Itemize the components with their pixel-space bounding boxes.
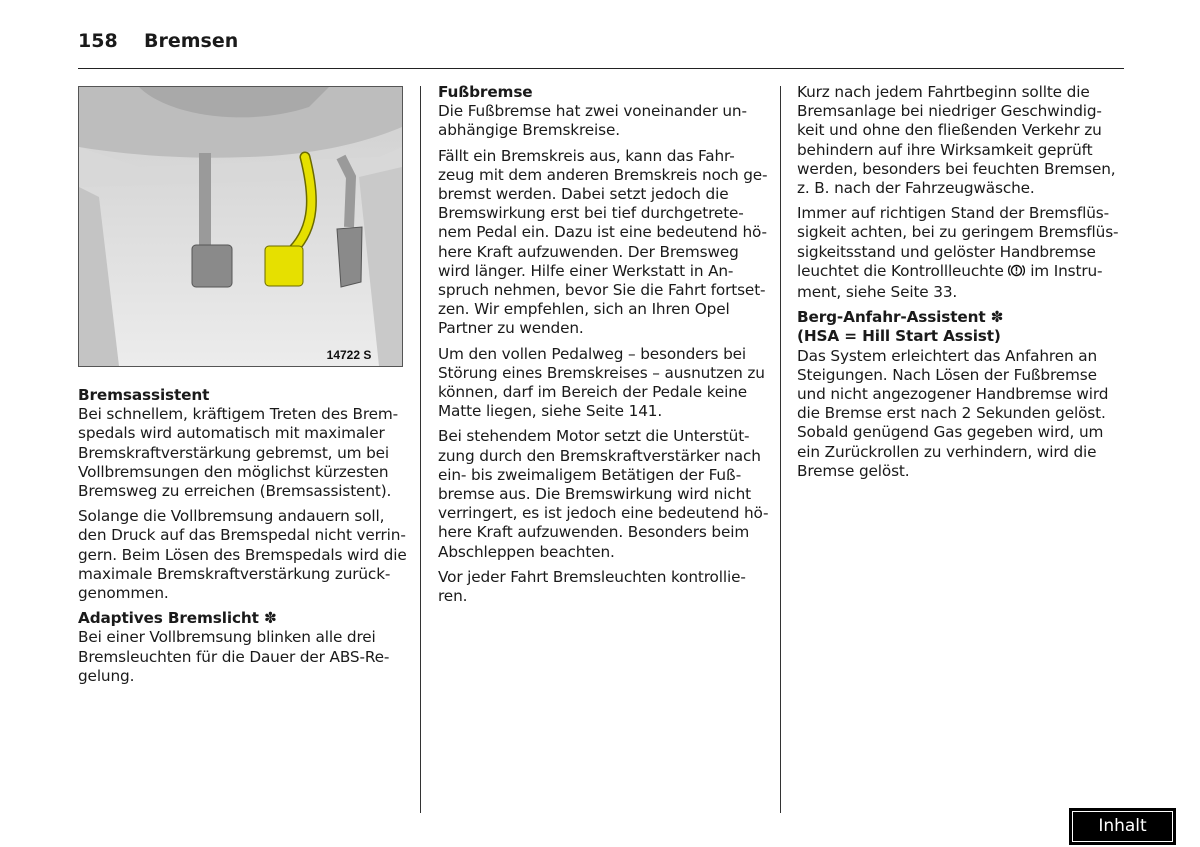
column-1 bbox=[78, 386, 408, 692]
header-rule bbox=[78, 68, 1124, 69]
paragraph-text: im Instru- ment, siehe Seite 33. bbox=[797, 261, 1103, 302]
paragraph: Die Fußbremse hat zwei voneinander un- abhängige Bremskreise. bbox=[438, 102, 747, 140]
figure-label: 14722 S bbox=[326, 348, 372, 362]
paragraph: Vor jeder Fahrt Bremsleuchten kontrollie- ren. bbox=[438, 567, 746, 606]
paragraph-text: Immer auf richtigen Stand der Bremsflüs- sigkeit achten, bei zu geringem Bremsflüs- sigkeitsstand und gelöster Handbremse leuchtet die Kontrollleuchte bbox=[797, 204, 1119, 280]
pedals-illustration bbox=[78, 86, 403, 367]
heading-hill-start-assist: Berg-Anfahr-Assistent ✽ (HSA = Hill Start Assist) bbox=[797, 308, 1004, 346]
column-divider-1 bbox=[420, 86, 421, 813]
paragraph: Fällt ein Bremskreis aus, kann das Fahr- zeug mit dem anderen Bremskreis noch ge- bremst werden. Dabei setzt jedoch die Bremswirkung erst bei tief durchgetrete- nem Pedal ein. Dazu ist eine bedeutend hö- here Kraft aufzuwenden. Der Bremsweg wird länger. Hilfe einer Werkstatt in An- spruch nehmen, bevor Sie die Fahrt fortset- zen. Wir empfehlen, sich an Ihren Opel Partner zu wenden. bbox=[438, 146, 768, 338]
contents-button[interactable]: Inhalt bbox=[1069, 808, 1176, 845]
paragraph: Solange die Vollbremsung andauern soll, den Druck auf das Bremspedal nicht verrin- gern. Beim Lösen des Bremspedals wird die maximale Bremskraftverstärkung zurück- genommen. bbox=[78, 507, 407, 603]
paragraph-brake-fluid bbox=[797, 204, 1133, 302]
heading-fussbremse: Fußbremse bbox=[438, 83, 533, 101]
paragraph: Bei stehendem Motor setzt die Unterstüt- zung durch den Bremskraftverstärker nach ein- bis zweimaligem Betätigen der Fuß- bremse aus. Die Bremswirkung wird nicht verringert, es ist jedoch eine bedeutend hö- here Kraft aufzuwenden. Besonders beim Abschleppen beachten. bbox=[438, 427, 769, 561]
column-3 bbox=[797, 83, 1133, 487]
paragraph: Kurz nach jedem Fahrtbeginn sollte die Bremsanlage bei niedriger Geschwindig- keit und ohne den fließenden Verkehr zu behindern auf ihre Wirksamkeit geprüft werden, besonders bei feuchten Bremsen, z. B. nach der Fahrzeugwäsche. bbox=[797, 83, 1116, 198]
pedals-drawing bbox=[79, 87, 402, 366]
brake-warning-icon bbox=[1008, 263, 1025, 283]
column-divider-2 bbox=[780, 86, 781, 813]
heading-adaptives-bremslicht: Adaptives Bremslicht ✽ bbox=[78, 609, 277, 628]
paragraph: Das System erleichtert das Anfahren an Steigungen. Nach Lösen der Fußbremse und nicht angezogener Handbremse wird die Bremse erst nach 2 Sekunden gelöst. Sobald genügend Gas gegeben wird, um ein Zurückrollen zu verhindern, wird die Bremse gelöst. bbox=[797, 346, 1109, 480]
page-title: Bremsen bbox=[144, 30, 239, 52]
column-2 bbox=[438, 83, 774, 612]
paragraph: Bei schnellem, kräftigem Treten des Brem- spedals wird automatisch mit maximaler Bremskraftverstärkung gebremst, um bei Vollbremsungen den möglichst kürzesten Bremsweg zu erreichen (Bremsassistent). bbox=[78, 405, 399, 501]
paragraph: Um den vollen Pedalweg – besonders bei Störung eines Bremskreises – ausnutzen zu können, darf im Bereich der Pedale keine Matte liegen, siehe Seite 141. bbox=[438, 344, 765, 421]
page-number: 158 bbox=[78, 30, 118, 52]
paragraph: Bei einer Vollbremsung blinken alle drei Bremsleuchten für die Dauer der ABS-Re- gelung. bbox=[78, 628, 390, 685]
heading-bremsassistent: Bremsassistent bbox=[78, 386, 210, 404]
